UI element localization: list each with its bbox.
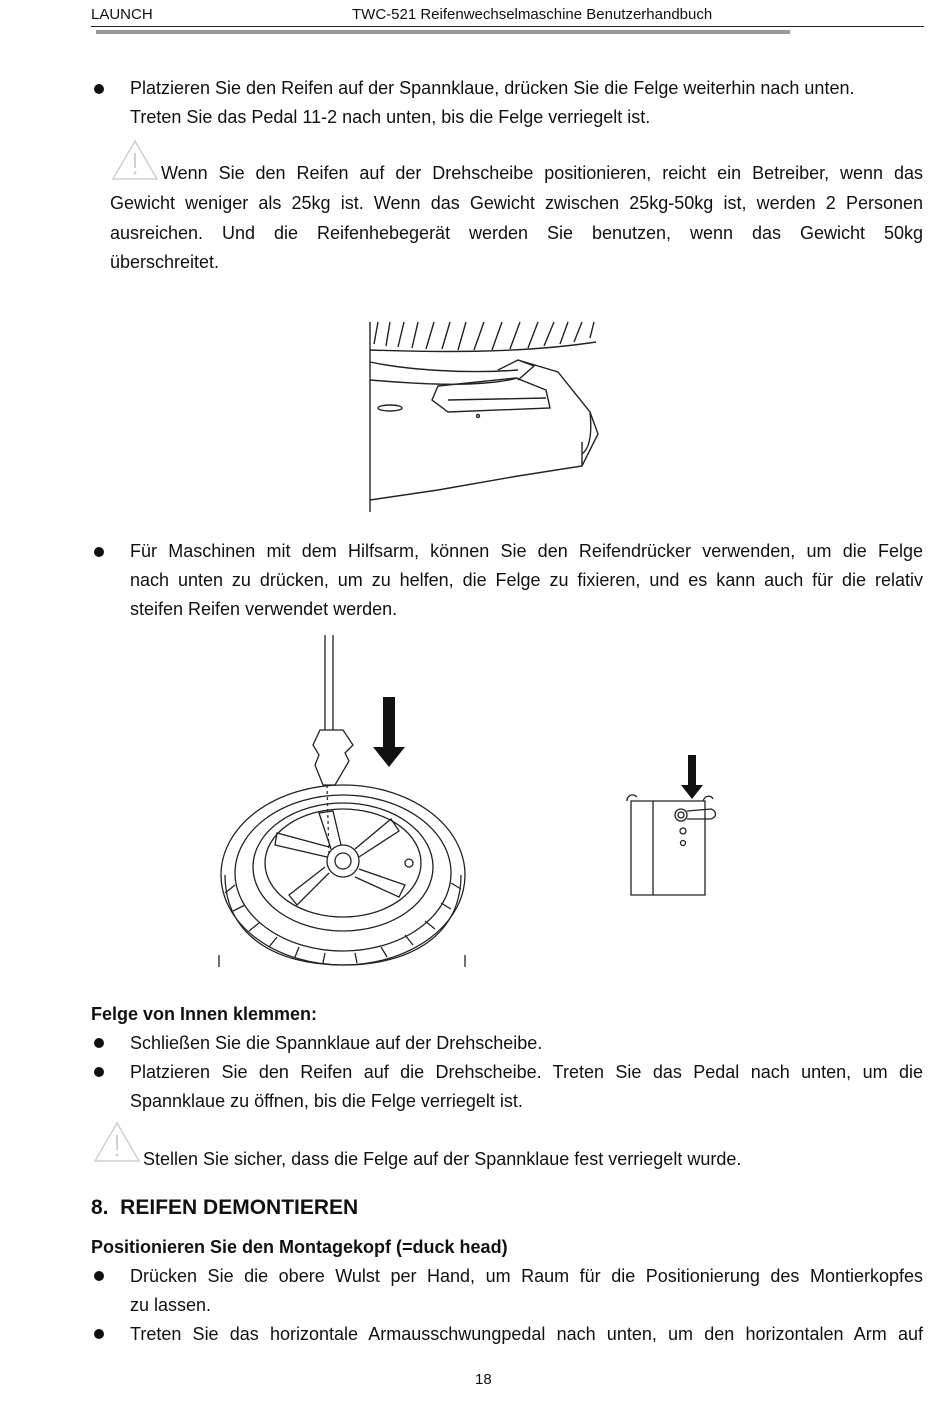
bullet-dot-icon (94, 1271, 104, 1281)
bullet-dot-icon (94, 84, 104, 94)
chapter-heading: 8. REIFEN DEMONTIEREN (91, 1196, 359, 1219)
bullet-dot-icon (94, 1038, 104, 1048)
bullet-dot-icon (94, 1067, 104, 1077)
section-heading: Felge von Innen klemmen: (91, 1004, 318, 1024)
header-title: TWC-521 Reifenwechselmaschine Benutzerhandbuch (352, 6, 713, 23)
figure-pedal-detail (625, 755, 725, 897)
paragraph-line: Platzieren Sie den Reifen auf der Spannklaue, drücken Sie die Felge weiterhin nach unten. (130, 78, 855, 98)
warning-text-line: Stellen Sie sicher, dass die Felge auf der Spannklaue fest verriegelt wurde. (143, 1149, 742, 1169)
bullet-dot-icon (94, 1329, 104, 1339)
paragraph-line: steifen Reifen verwendet werden. (130, 599, 398, 619)
page-number: 18 (475, 1371, 492, 1388)
warning-text-line: Wenn Sie den Reifen auf der Drehscheibe positionieren, reicht ein Betreiber, wenn das (161, 163, 923, 183)
header-rule-bar (96, 30, 790, 34)
paragraph-line: nach unten zu drücken, um zu helfen, die Felge zu fixieren, und es kann auch für die relativ (130, 570, 923, 590)
warning-text-line: überschreitet. (110, 252, 220, 272)
paragraph-line: Schließen Sie die Spannklaue auf der Drehscheibe. (130, 1033, 543, 1053)
warning-text-line: ausreichen. Und die Reifenhebegerät werden Sie benutzen, wenn das Gewicht 50kg (110, 223, 923, 243)
paragraph-line: Für Maschinen mit dem Hilfsarm, können Sie den Reifendrücker verwenden, um die Felge (130, 541, 923, 561)
paragraph-line: Platzieren Sie den Reifen auf die Drehscheibe. Treten Sie das Pedal nach unten, um die (130, 1062, 923, 1082)
paragraph-line: Treten Sie das Pedal 11-2 nach unten, bis die Felge verriegelt ist. (130, 107, 651, 127)
paragraph-line: Treten Sie das horizontale Armausschwungpedal nach unten, um den horizontalen Arm auf (130, 1324, 923, 1344)
header-rule (91, 26, 924, 27)
figure-tire-presser (215, 635, 470, 970)
paragraph-line: zu lassen. (130, 1295, 212, 1315)
warning-triangle-icon (92, 1120, 142, 1164)
figure-tire-on-clamp (368, 322, 600, 514)
paragraph-line: Drücken Sie die obere Wulst per Hand, um Raum für die Positionierung des Montierkopfes (130, 1266, 923, 1286)
warning-triangle-icon (110, 138, 160, 182)
paragraph-line: Spannklaue zu öffnen, bis die Felge verriegelt ist. (130, 1091, 523, 1111)
warning-text-line: Gewicht weniger als 25kg ist. Wenn das Gewicht zwischen 25kg-50kg ist, werden 2 Personen (110, 193, 923, 213)
header-brand: LAUNCH (91, 6, 153, 23)
bullet-dot-icon (94, 547, 104, 557)
subsection-heading: Positionieren Sie den Montagekopf (=duck head) (91, 1237, 508, 1257)
